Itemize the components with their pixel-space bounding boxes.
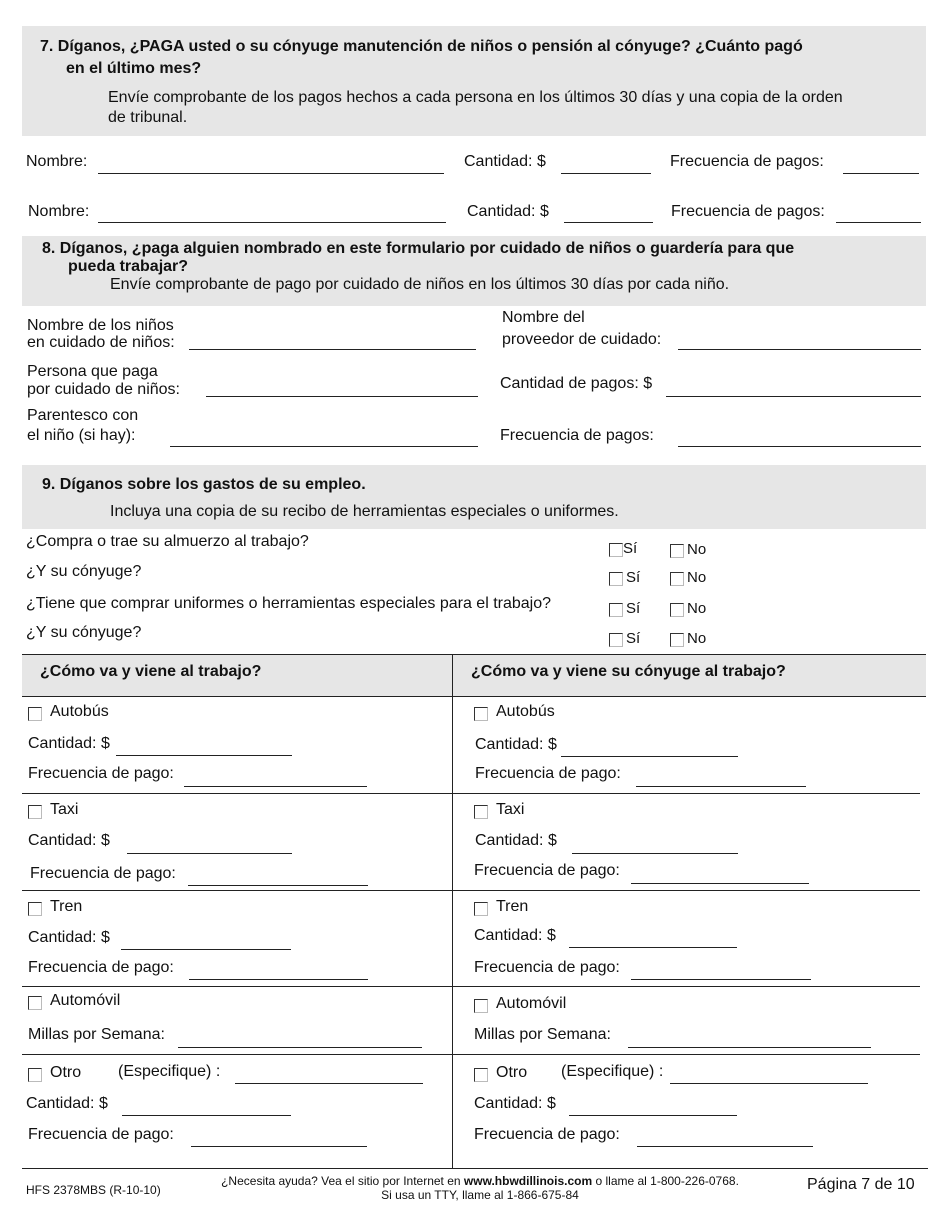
train-freq-label: Frecuencia de pago: — [28, 959, 174, 976]
footer-rule — [22, 1168, 928, 1169]
bus-freq-field[interactable] — [184, 786, 367, 787]
train-checkbox[interactable] — [28, 902, 42, 916]
train-label: Tren — [50, 898, 83, 915]
q8-amount-label: Cantidad de pagos: $ — [500, 375, 653, 392]
other-label: Otro — [50, 1064, 82, 1081]
other-checkbox[interactable] — [28, 1068, 42, 1082]
spouse-taxi-amount-field[interactable] — [572, 853, 738, 854]
spouse-car-checkbox[interactable] — [474, 999, 488, 1013]
q9-question-spouse-lunch: ¿Y su cónyuge? — [26, 563, 142, 580]
spouse-lunch-yes-checkbox[interactable] — [609, 572, 623, 586]
bus-label: Autobús — [50, 703, 109, 720]
q7-note-cont: de tribunal. — [108, 109, 188, 126]
uniforms-yes-checkbox[interactable] — [609, 603, 623, 617]
car-miles-field[interactable] — [178, 1047, 422, 1048]
spouse-car-label: Automóvil — [496, 995, 567, 1012]
spouse-bus-amount-field[interactable] — [561, 756, 738, 757]
spouse-other-specify-label: (Especifique) : — [561, 1063, 664, 1080]
lunch-yes-label: Sí — [623, 540, 638, 557]
row-divider-1 — [22, 793, 920, 794]
q8-title-cont: pueda trabajar? — [68, 258, 189, 275]
q7-name-field-2[interactable] — [98, 222, 446, 223]
spouse-taxi-label: Taxi — [496, 801, 525, 818]
bus-amount-field[interactable] — [116, 755, 292, 756]
q8-freq-label: Frecuencia de pagos: — [500, 427, 654, 444]
q7-title-cont: en el último mes? — [66, 60, 202, 77]
q9-title: 9. Díganos sobre los gastos de su empleo. — [42, 476, 366, 493]
q8-payer-field[interactable] — [206, 396, 478, 397]
other-freq-label: Frecuencia de pago: — [28, 1126, 174, 1143]
spouse-uniforms-yes-checkbox[interactable] — [609, 633, 623, 647]
uniforms-yes-label: Sí — [626, 600, 641, 617]
spouse-taxi-freq-label: Frecuencia de pago: — [474, 862, 620, 879]
q7-freq-field-2[interactable] — [836, 222, 921, 223]
spouse-bus-amount-label: Cantidad: $ — [475, 736, 557, 753]
q8-relation-field[interactable] — [170, 446, 478, 447]
taxi-checkbox[interactable] — [28, 805, 42, 819]
q8-children-label: Nombre de los niños en cuidado de niños: — [27, 317, 175, 351]
commute-divider — [452, 654, 453, 1168]
other-amount-field[interactable] — [122, 1115, 291, 1116]
q8-provider-label: Nombre del proveedor de cuidado: — [502, 309, 662, 348]
train-freq-field[interactable] — [189, 979, 368, 980]
other-amount-label: Cantidad: $ — [26, 1095, 108, 1112]
q7-name-label-2: Nombre: — [28, 203, 90, 220]
spouse-uniforms-yes-label: Sí — [626, 630, 641, 647]
q7-amount-label: Cantidad: $ — [464, 153, 546, 170]
taxi-freq-label: Frecuencia de pago: — [30, 865, 176, 882]
spouse-car-miles-label: Millas por Semana: — [474, 1026, 611, 1043]
taxi-amount-field[interactable] — [127, 853, 292, 854]
row-divider-2 — [22, 890, 920, 891]
q7-freq-field[interactable] — [843, 173, 919, 174]
help-url-link[interactable]: www.hbwdillinois.com — [463, 1174, 593, 1188]
spouse-lunch-no-checkbox[interactable] — [670, 572, 684, 586]
lunch-no-label: No — [687, 541, 707, 558]
spouse-bus-freq-field[interactable] — [636, 786, 806, 787]
q9-question-uniforms: ¿Tiene que comprar uniformes o herramientas especiales para el trabajo? — [26, 595, 552, 612]
spouse-car-miles-field[interactable] — [628, 1047, 871, 1048]
uniforms-no-label: No — [687, 600, 707, 617]
spouse-train-checkbox[interactable] — [474, 902, 488, 916]
q7-note: Envíe comprobante de los pagos hechos a cada persona en los últimos 30 días y una copia de la orden — [108, 89, 843, 106]
spouse-other-freq-label: Frecuencia de pago: — [474, 1126, 620, 1143]
spouse-other-amount-label: Cantidad: $ — [474, 1095, 556, 1112]
bus-freq-label: Frecuencia de pago: — [28, 765, 174, 782]
commute-top-rule — [22, 654, 926, 655]
spouse-taxi-checkbox[interactable] — [474, 805, 488, 819]
commute-left-header: ¿Cómo va y viene al trabajo? — [40, 663, 262, 680]
train-amount-field[interactable] — [121, 949, 291, 950]
help-text: ¿Necesita ayuda? Vea el sitio por Internet en www.hbwdillinois.com o llame al 1-800-226-0768. Si usa un TTY, llame al 1-866-675-84 — [190, 1174, 770, 1202]
spouse-bus-checkbox[interactable] — [474, 707, 488, 721]
q8-freq-field[interactable] — [678, 446, 921, 447]
spouse-other-checkbox[interactable] — [474, 1068, 488, 1082]
other-freq-field[interactable] — [191, 1146, 367, 1147]
row-divider-3 — [22, 986, 920, 987]
row-divider-4 — [22, 1054, 920, 1055]
spouse-uniforms-no-label: No — [687, 630, 707, 647]
q7-amount-field[interactable] — [561, 173, 651, 174]
q8-note: Envíe comprobante de pago por cuidado de niños en los últimos 30 días por cada niño. — [110, 276, 730, 293]
spouse-other-specify-field[interactable] — [670, 1083, 868, 1084]
spouse-bus-freq-label: Frecuencia de pago: — [475, 765, 621, 782]
q8-children-field[interactable] — [189, 349, 476, 350]
spouse-taxi-amount-label: Cantidad: $ — [475, 832, 557, 849]
q7-name-label: Nombre: — [26, 153, 88, 170]
q8-amount-field[interactable] — [666, 396, 921, 397]
taxi-amount-label: Cantidad: $ — [28, 832, 110, 849]
car-label: Automóvil — [50, 992, 121, 1009]
spouse-train-freq-label: Frecuencia de pago: — [474, 959, 620, 976]
spouse-uniforms-no-checkbox[interactable] — [670, 633, 684, 647]
q9-note: Incluya una copia de su recibo de herramientas especiales o uniformes. — [110, 503, 619, 520]
q7-amount-label-2: Cantidad: $ — [467, 203, 549, 220]
q7-freq-label: Frecuencia de pagos: — [670, 153, 824, 170]
spouse-train-amount-label: Cantidad: $ — [474, 927, 556, 944]
spouse-other-amount-field[interactable] — [569, 1115, 737, 1116]
taxi-label: Taxi — [50, 801, 79, 818]
q8-payer-label: Persona que paga por cuidado de niños: — [27, 363, 180, 398]
q8-title: 8. Díganos, ¿paga alguien nombrado en este formulario por cuidado de niños o guardería para que — [42, 240, 795, 257]
q7-title: 7. Díganos, ¿PAGA usted o su cónyuge manutención de niños o pensión al cónyuge? ¿Cuánto pagó — [40, 38, 803, 55]
q7-freq-label-2: Frecuencia de pagos: — [671, 203, 825, 220]
q8-relation-label: Parentesco con el niño (si hay): — [27, 407, 139, 444]
spouse-bus-label: Autobús — [496, 703, 555, 720]
uniforms-no-checkbox[interactable] — [670, 603, 684, 617]
q7-name-field[interactable] — [98, 173, 444, 174]
spouse-other-label: Otro — [496, 1064, 528, 1081]
spouse-lunch-yes-label: Sí — [626, 569, 641, 586]
q9-question-lunch: ¿Compra o trae su almuerzo al trabajo? — [26, 533, 309, 550]
spouse-train-label: Tren — [496, 898, 529, 915]
train-amount-label: Cantidad: $ — [28, 929, 110, 946]
page-number: Página 7 de 10 — [807, 1176, 915, 1193]
spouse-train-freq-field[interactable] — [631, 979, 811, 980]
other-specify-field[interactable] — [235, 1083, 423, 1084]
lunch-yes-checkbox[interactable] — [609, 543, 623, 557]
lunch-no-checkbox[interactable] — [670, 544, 684, 558]
q9-question-spouse-uniforms: ¿Y su cónyuge? — [26, 624, 142, 641]
car-checkbox[interactable] — [28, 996, 42, 1010]
commute-header-rule — [22, 696, 926, 697]
q8-provider-field[interactable] — [678, 349, 921, 350]
commute-right-header: ¿Cómo va y viene su cónyuge al trabajo? — [471, 663, 786, 680]
q7-amount-field-2[interactable] — [564, 222, 653, 223]
spouse-other-freq-field[interactable] — [637, 1146, 813, 1147]
spouse-taxi-freq-field[interactable] — [631, 883, 809, 884]
other-specify-label: (Especifique) : — [118, 1063, 221, 1080]
taxi-freq-field[interactable] — [188, 885, 368, 886]
spouse-train-amount-field[interactable] — [569, 947, 737, 948]
tty-text: Si usa un TTY, llame al 1-866-675-84 — [381, 1188, 579, 1202]
bus-amount-label: Cantidad: $ — [28, 735, 110, 752]
form-id: HFS 2378MBS (R-10-10) — [26, 1183, 161, 1197]
bus-checkbox[interactable] — [28, 707, 42, 721]
spouse-lunch-no-label: No — [687, 569, 707, 586]
car-miles-label: Millas por Semana: — [28, 1026, 165, 1043]
